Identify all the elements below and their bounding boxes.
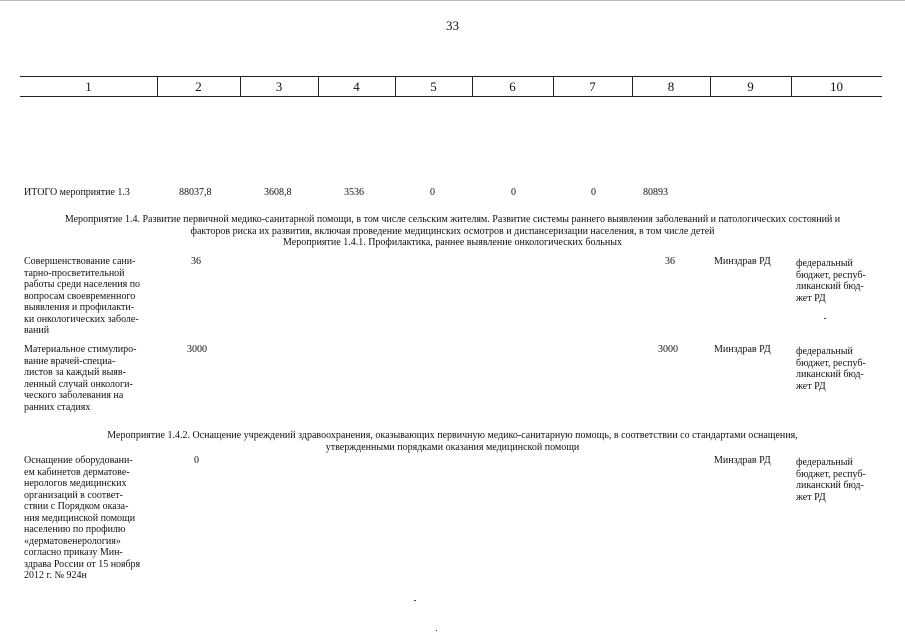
funding-line: жет РД — [796, 292, 826, 304]
total-cell-c4: 3536 — [344, 187, 364, 198]
description-line: организаций в соответ- — [24, 489, 123, 501]
total-cell-c2: 88037,8 — [179, 187, 212, 198]
description-line: тарно-просветительной — [24, 267, 125, 279]
description-line: ческого заболевания на — [24, 390, 124, 401]
header-top-border — [20, 76, 882, 77]
column-number: 8 — [667, 79, 675, 94]
funding-line: ликанский бюд- — [796, 281, 864, 292]
funding-line: федеральный — [796, 457, 853, 468]
description-line: вание врачей-специа- — [24, 355, 116, 367]
cell-c10-funding — [796, 258, 888, 304]
description-line: Материальное стимулиро- — [24, 344, 137, 355]
subsection-1-4-2-heading — [0, 430, 905, 453]
scan-speck — [436, 630, 437, 631]
funding-line: жет РД — [796, 491, 826, 503]
description-line: согласно приказу Мин- — [24, 547, 123, 558]
description-line: ки онкологических заболе- — [24, 313, 139, 325]
page-number: 33 — [446, 18, 459, 33]
description-line: выявления и профилакти- — [24, 302, 135, 313]
description-line: нерологов медицинских — [24, 478, 127, 489]
column-number-header — [0, 0, 905, 100]
description-line: ствии с Порядком оказа- — [24, 501, 129, 512]
description-line: листов за каждый выяв- — [24, 367, 126, 378]
cell-c8: 36 — [665, 256, 675, 267]
column-number: 3 — [275, 79, 283, 94]
row-description — [24, 256, 152, 337]
cell-c2: 0 — [194, 455, 199, 466]
row-description — [24, 455, 152, 582]
scan-speck — [824, 318, 826, 319]
description-line: Совершенствование сани- — [24, 256, 136, 267]
total-cell-c3: 3608,8 — [264, 187, 292, 198]
funding-line: бюджет, респуб- — [796, 269, 866, 281]
description-line: работы среди населения по — [24, 279, 141, 290]
description-line: ленный случай онкологи- — [24, 378, 133, 390]
cell-c8: 3000 — [658, 344, 678, 355]
description-line: вопросам своевременного — [24, 290, 136, 302]
section-title-line: факторов риска их развития, включая проведение медицинских осмотров и диспансеризации населения, в том числе детей — [190, 225, 715, 237]
description-line: ем кабинетов дерматове- — [24, 466, 130, 478]
subsection-1-4-1-title: Мероприятие 1.4.1. Профилактика, раннее выявление онкологических больных — [283, 237, 622, 248]
column-number: 9 — [747, 79, 754, 94]
column-number: 1 — [85, 79, 92, 94]
funding-line: ликанский бюд- — [796, 480, 864, 491]
funding-line: бюджет, респуб- — [796, 357, 866, 369]
funding-line: ликанский бюд- — [796, 369, 864, 380]
total-cell-c5: 0 — [430, 187, 435, 198]
total-cell-c6: 0 — [511, 187, 516, 198]
cell-c2: 36 — [191, 256, 201, 267]
row-description — [24, 344, 152, 413]
scan-speck — [414, 600, 416, 601]
column-number: 7 — [589, 79, 596, 94]
cell-c2: 3000 — [187, 344, 207, 355]
funding-line: федеральный — [796, 258, 853, 269]
section-title-line: утвержденными порядками оказания медицинской помощи — [325, 441, 580, 453]
table-row — [0, 455, 905, 585]
cell-c9-executor: Минздрав РД — [714, 344, 771, 355]
funding-line: федеральный — [796, 346, 853, 357]
description-line: Оснащение оборудовани- — [24, 455, 133, 466]
column-number: 4 — [353, 79, 360, 94]
total-cell-c7: 0 — [591, 187, 596, 198]
section-title-line: Мероприятие 1.4.2. Оснащение учреждений здравоохранения, оказывающих первичную медико-санитарную помощь, в соответствии со стандартами оснащения, — [107, 430, 798, 441]
column-number: 6 — [509, 79, 516, 94]
column-number: 5 — [430, 79, 437, 94]
total-cell-c8: 80893 — [643, 187, 668, 198]
description-line: 2012 г. № 924н — [24, 570, 87, 581]
section-1-4-heading — [0, 214, 905, 249]
description-line: «дерматовенерология» — [24, 535, 121, 547]
cell-c10-funding — [796, 457, 888, 503]
description-line: здрава России от 15 ноября — [24, 558, 141, 570]
funding-line: жет РД — [796, 380, 826, 392]
table-row — [0, 344, 905, 414]
funding-line: бюджет, респуб- — [796, 468, 866, 480]
description-line: ранних стадиях — [24, 401, 91, 413]
header-bottom-border — [20, 96, 882, 97]
description-line: ваний — [24, 325, 50, 336]
total-row-label: ИТОГО мероприятие 1.3 — [24, 187, 130, 198]
column-number: 10 — [830, 79, 843, 94]
cell-c9-executor: Минздрав РД — [714, 455, 771, 466]
cell-c10-funding — [796, 346, 888, 392]
column-number: 2 — [195, 79, 202, 94]
description-line: населению по профилю — [24, 524, 126, 535]
description-line: ния медицинской помощи — [24, 512, 136, 524]
table-row — [0, 256, 905, 342]
cell-c9-executor: Минздрав РД — [714, 256, 771, 267]
section-title-line: Мероприятие 1.4. Развитие первичной медико-санитарной помощи, в том числе сельским жителям. Развитие системы раннего выявления заболеваний и патологических состояний и — [64, 214, 841, 225]
